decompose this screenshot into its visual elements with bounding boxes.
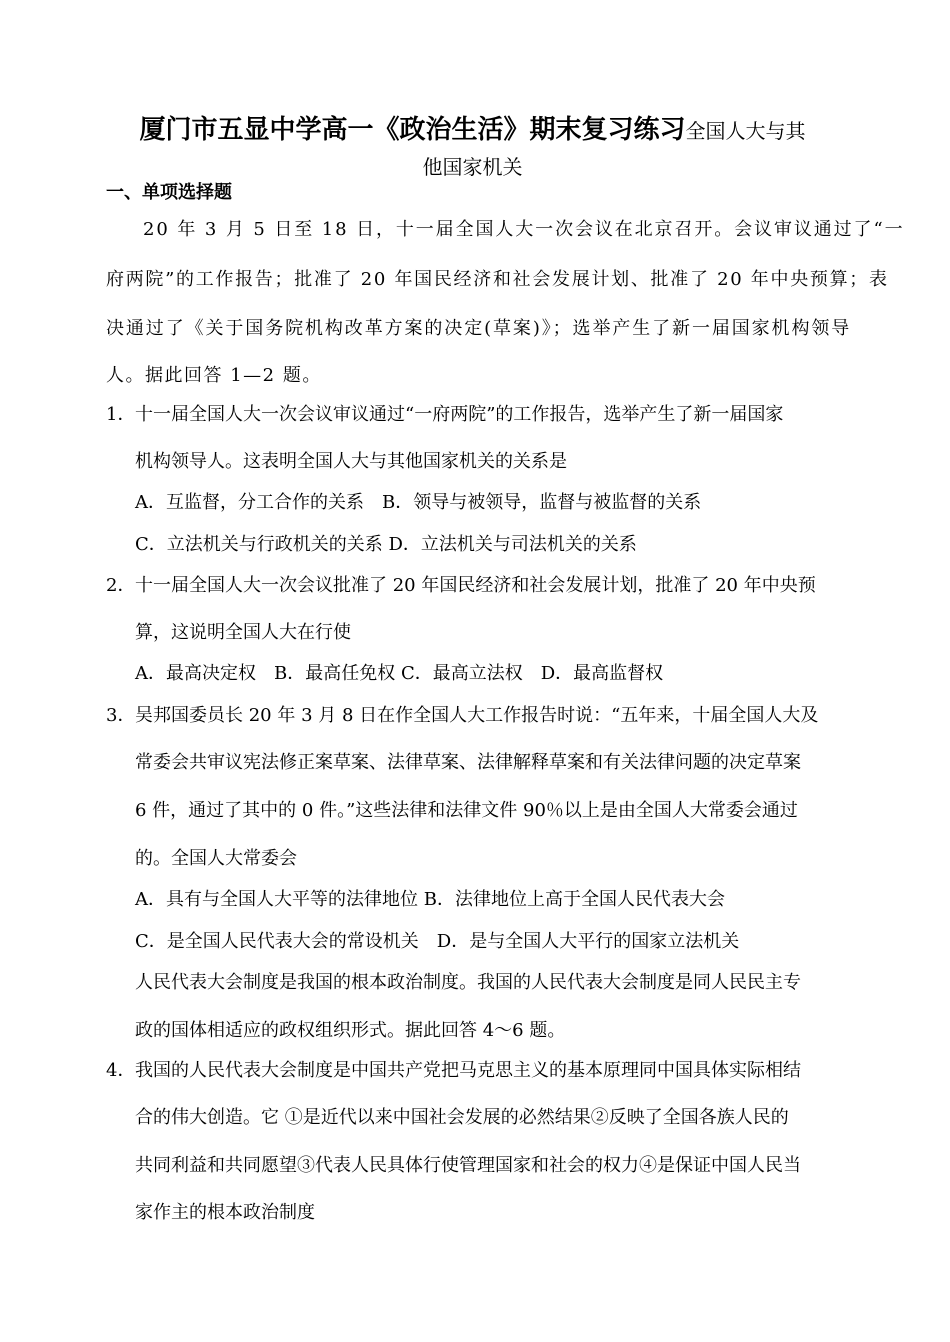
q3-stem-line-1: 吴邦国委员长 20 年 3 月 8 日在作全国人大工作报告时说：“五年来，十届全国人大及 [135,705,819,726]
intro1-line-4: 人。据此回答 1—2 题。 [106,365,322,386]
q3-stem-line-3: 6 件，通过了其中的 0 件。”这些法律和法律文件 90％以上是由全国人大常委会通过 [135,800,798,821]
section-heading: 一、单项选择题 [106,182,232,203]
q3-stem-line-2: 常委会共审议宪法修正案草案、法律草案、法律解释草案和有关法律问题的决定草案 [135,752,801,773]
q2-options-line-1: A．最高决定权 B．最高任免权 C．最高立法权 D．最高监督权 [135,663,664,684]
q1-number: 1． [106,404,136,425]
q4-stem-line-1: 我国的人民代表大会制度是中国共产党把马克思主义的基本原理同中国具体实际相结 [135,1060,801,1081]
q1-options-line-2: C．立法机关与行政机关的关系 D．立法机关与司法机关的关系 [135,534,637,555]
intro1-line-3: 决通过了《关于国务院机构改革方案的决定(草案)》；选举产生了新一届国家机构领导 [106,318,852,339]
title-main: 厦门市五显中学高一《政治生活》期末复习练习 [139,115,686,145]
q4-stem-line-2: 合的伟大创造。它 ①是近代以来中国社会发展的必然结果②反映了全国各族人民的 [135,1107,789,1128]
q2-stem-line-1: 十一届全国人大一次会议批准了 20 年国民经济和社会发展计划，批准了 20 年中央预 [135,575,816,596]
intro1-line-2: 府两院”的工作报告；批准了 20 年国民经济和社会发展计划、批准了 20 年中央预算；表 [106,269,889,290]
q3-stem-line-4: 的。全国人大常委会 [135,848,297,869]
q4-stem-line-3: 共同利益和共同愿望③代表人民具体行使管理国家和社会的权力④是保证中国人民当 [135,1155,801,1176]
q3-number: 3． [106,705,136,726]
q3-options-line-2: C．是全国人民代表大会的常设机关 D．是与全国人大平行的国家立法机关 [135,931,740,952]
intro2-line-1: 人民代表大会制度是我国的根本政治制度。我国的人民代表大会制度是同人民民主专 [135,972,801,993]
title-subtitle-part1: 全国人大与其 [685,119,806,143]
q1-stem-line-2: 机构领导人。这表明全国人大与其他国家机关的关系是 [135,451,567,472]
title-subtitle-part2: 他国家机关 [422,155,523,179]
document-title [100,113,845,186]
q3-options-line-1: A．具有与全国人大平等的法律地位 B．法律地位上高于全国人民代表大会 [135,889,725,910]
q2-stem-line-2: 算，这说明全国人大在行使 [135,622,351,643]
q2-number: 2． [106,575,136,596]
intro1-line-1: 20 年 3 月 5 日至 18 日，十一届全国人大一次会议在北京召开。会议审议通过了“一 [143,219,905,240]
q1-stem-line-1: 十一届全国人大一次会议审议通过“一府两院”的工作报告，选举产生了新一届国家 [135,404,784,425]
intro2-line-2: 政的国体相适应的政权组织形式。据此回答 4～6 题。 [135,1020,566,1041]
q4-number: 4． [106,1060,136,1081]
q1-options-line-1: A．互监督，分工合作的关系 B．领导与被领导，监督与被监督的关系 [135,492,702,513]
q4-stem-line-4: 家作主的根本政治制度 [135,1202,315,1223]
